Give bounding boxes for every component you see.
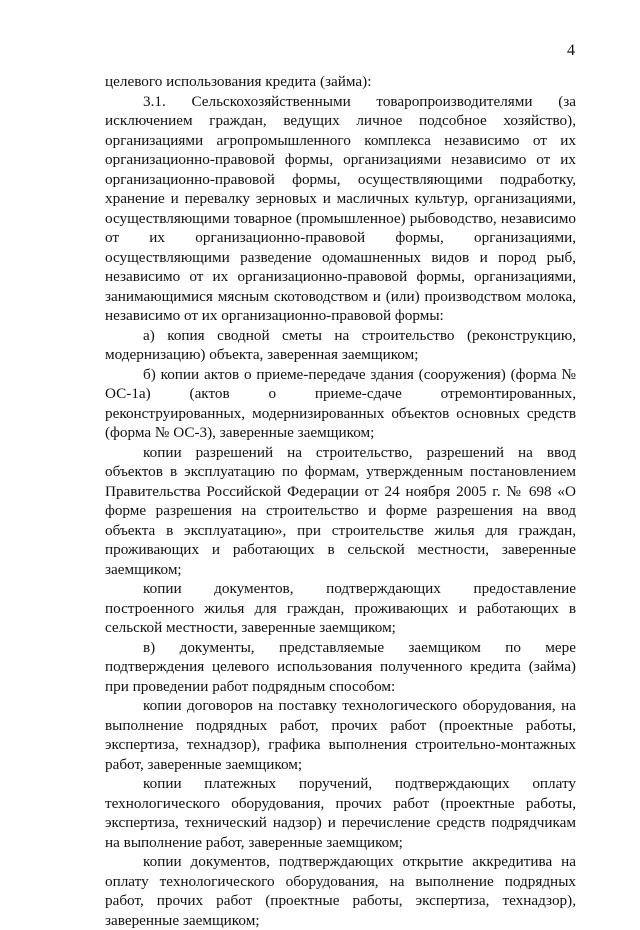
paragraph-intro: целевого использования кредита (займа): [105,73,372,90]
document-body [105,72,576,930]
page-number: 4 [567,42,575,59]
paragraph-3-1: 3.1. Сельскохозяйственными товаропроизводителями (за исключением граждан, ведущих личное подсобное хозяйство), организациями агропромышленного комплекса независимо от их организационно-правовой формы, организациями независимо от их организационно-правовой формы, осуществляющими подработку, хранение и перевалку зерновых и масличных культур, организациями, осуществляющими товарное (промышленное) рыбоводство, независимо от их организационно-правовой формы, организациями, осуществляющими разведение одомашненных видов и пород рыб, независимо от их организационно-правовой формы, организациями, занимающимися мясным скотоводством и (или) производством молока, независимо от их организационно-правовой формы: [105,92,576,324]
paragraph-item-b: б) копии актов о приеме-передаче здания (сооружения) (форма № ОС-1а) (актов о приеме-сдаче отремонтированных, реконструированных, модернизированных объектов основных средств (форма № ОС-3), заверенные заемщиком; [105,365,576,441]
paragraph-permits: копии разрешений на строительство, разрешений на ввод объектов в эксплуатацию по формам, утвержденным постановлением Правительства Российской Федерации от 24 ноября 2005 г. № 698 «О форме разрешения на строительство и форме разрешения на ввод объекта в эксплуатацию», при строительстве жилья для граждан, проживающих и работающих в сельской местности, заверенные заемщиком; [105,443,576,578]
paragraph-housing-docs: копии документов, подтверждающих предоставление построенного жилья для граждан, проживающих и работающих в сельской местности, заверенные заемщиком; [105,580,576,636]
paragraph-item-a: а) копия сводной сметы на строительство (реконструкцию, модернизацию) объекта, заверенная заемщиком; [105,326,576,363]
paragraph-contracts: копии договоров на поставку технологического оборудования, на выполнение подрядных работ, прочих работ (проектные работы, экспертиза, технадзор), графика выполнения строительно-монтажных работ, заверенные заемщиком; [105,697,576,773]
paragraph-item-v: в) документы, представляемые заемщиком по мере подтверждения целевого использования полученного кредита (займа) при проведении работ подрядным способом: [105,638,576,695]
paragraph-letter-of-credit: копии документов, подтверждающих открытие аккредитива на оплату технологического оборудования, на выполнение подрядных работ, прочих работ (проектные работы, экспертиза, технадзор), заверенные заемщиком; [105,853,576,929]
paragraph-payment-orders: копии платежных поручений, подтверждающих оплату технологического оборудования, прочих работ (проектные работы, экспертиза, технический надзор) и перечисление средств подрядчикам на выполнение работ, заверенные заемщиком; [105,775,576,851]
